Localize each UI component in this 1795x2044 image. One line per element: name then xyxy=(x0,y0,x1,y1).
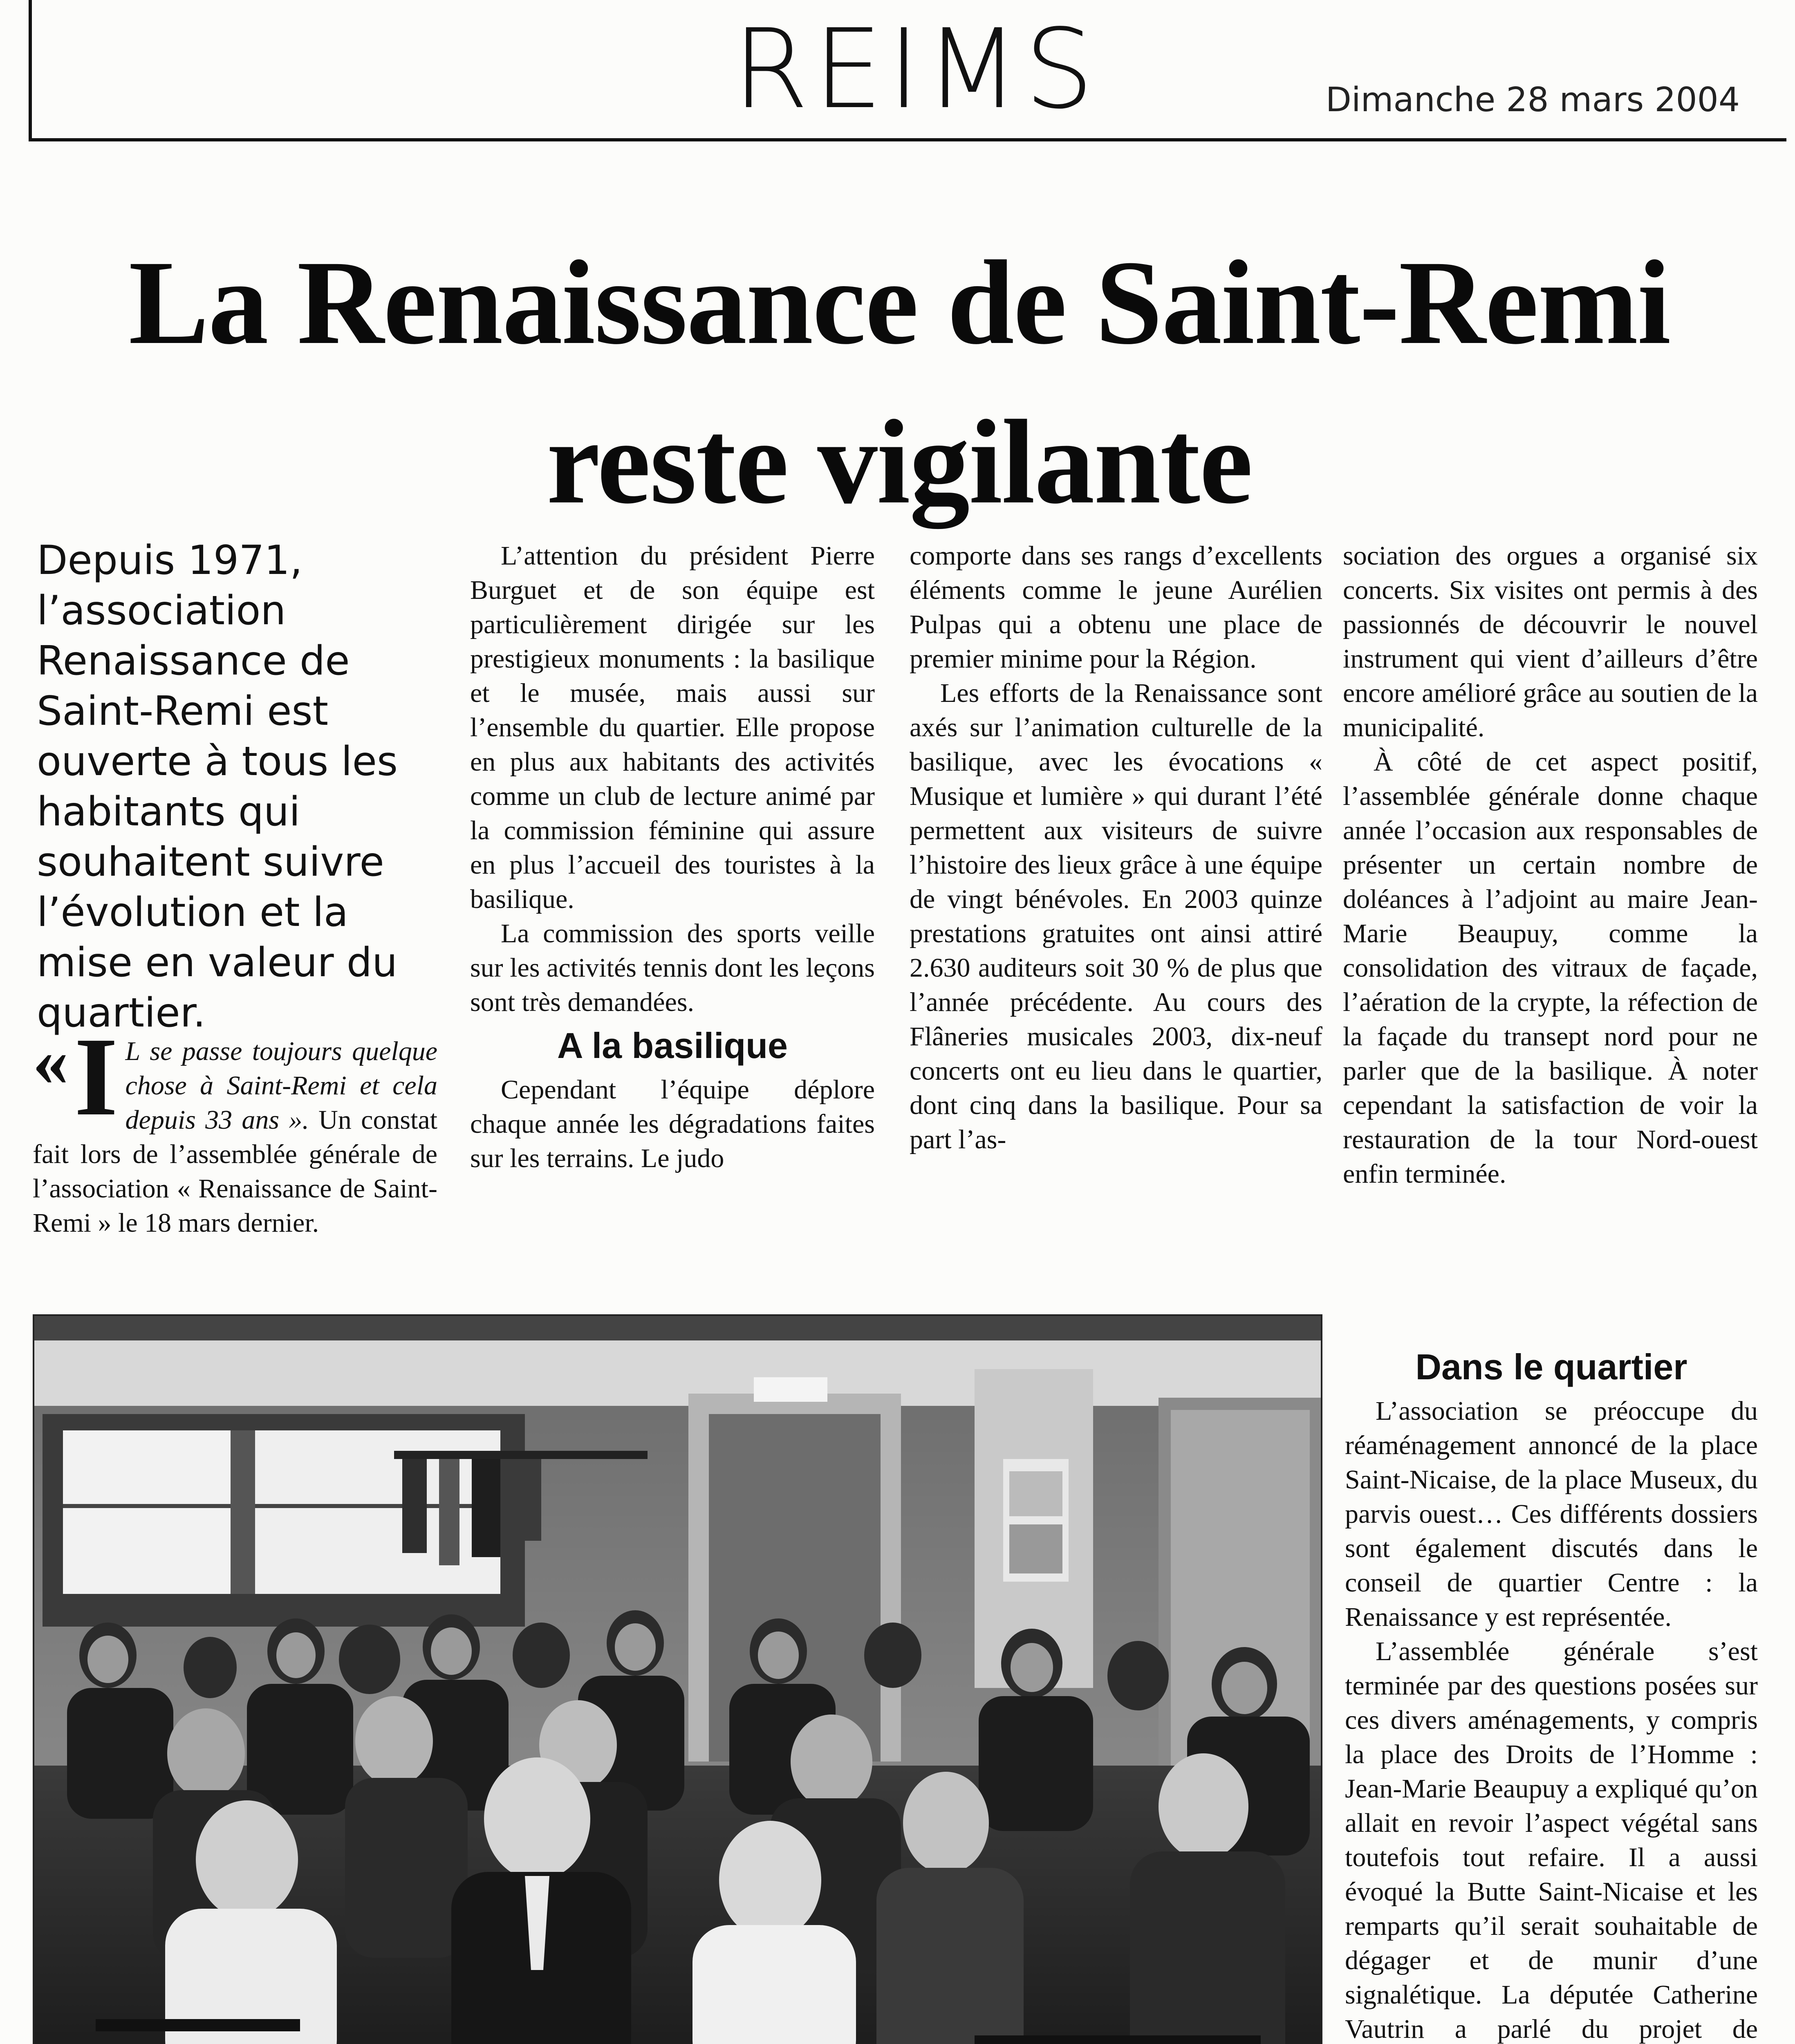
article-column-4-continued xyxy=(1345,1341,1758,2044)
audience-photo-illustration xyxy=(34,1316,1321,2044)
paragraph: À côté de cet aspect positif, l’assemblée générale donne chaque année l’occasion aux responsables de présenter un certain nombre de doléances à l’adjoint au maire Jean-Marie Beaupuy, comme la consolidation des vitraux de façade, l’aération de la crypte, la réfection de la façade du transept nord pour ne parler que de la basilique. À noter cependant la satisfaction de voir la restauration de la tour Nord-ouest enfin terminée. xyxy=(1343,747,1758,1189)
section-title: REIMS xyxy=(733,6,1099,133)
paragraph: Les efforts de la Renaissance sont axés sur l’animation culturelle de la basilique, avec les évocations « Musique et lumière » qui durant l’été permettent aux visiteurs de suivre l’histoire des lieux grâce à une équipe de vingt bénévoles. En 2003 quinze prestations gratuites ont ainsi attiré 2.630 auditeurs soit 30 % de plus que l’année précédente. Au cours des Flâneries musicales 2003, dix-neuf concerts ont eu lieu dans le quartier, dont cinq dans la basilique. Pour sa part l’as- xyxy=(910,678,1322,1154)
article-column-4 xyxy=(1343,539,1758,1191)
article-column-2 xyxy=(470,539,875,1176)
publication-date: Dimanche 28 mars 2004 xyxy=(1325,81,1740,119)
audience-photo xyxy=(33,1314,1322,2044)
subheading-quartier: Dans le quartier xyxy=(1415,1347,1687,1387)
paragraph: comporte dans ses rangs d’excellents éléments comme le jeune Aurélien Pulpas qui a obtenu une place de premier minime pour la Région. xyxy=(910,541,1322,674)
header-rule-vertical xyxy=(29,0,32,141)
paragraph: L’assemblée générale s’est terminée par des questions posées sur ces divers aménagements, y compris la place des Droits de l’Homme : Jean-Marie Beaupuy a expliqué qu’on allait en revoir l’aspect végétal sans toutefois tout refaire. Il a aussi évoqué la Butte Saint-Nicaise et les remparts qu’il serait souhaitable de dégager et de munir d’une signalétique. La députée Catherine Vautrin a parlé du projet de xyxy=(1345,1636,1758,2044)
paragraph: L’attention du président Pierre Burguet et de son équipe est particulièrement dirigée sur les prestigieux monuments : la basilique et le musée, mais aussi sur l’ensemble du quartier. Elle propose en plus aux habitants des activités comme un club de lecture animé par la commission féminine qui assure en plus l’accueil des touristes à la basilique. xyxy=(470,541,875,914)
subheading-basilique: A la basilique xyxy=(557,1025,788,1066)
header-rule-horizontal xyxy=(29,138,1786,141)
opening-quote-paragraph xyxy=(33,1015,438,1240)
quote-italic-text: L se passe toujours quelque chose à Saint-Remi et cela depuis 33 ans ». xyxy=(125,1036,437,1135)
lead-paragraph: Depuis 1971, l’association Renaissance de Saint-Remi est ouverte à tous les habitants qui souhaitent suivre l’évolution et la mise en valeur du quartier. xyxy=(37,537,398,1036)
headline-line-1: La Renaissance de Saint-Remi xyxy=(128,235,1670,369)
paragraph: L’association se préoccupe du réaménagement annoncé de la place Saint-Nicaise, de la place Museux, du parvis ouest… Ces différents dossiers sont également discutés dans le conseil de quartier Centre : la Renaissance y est représentée. xyxy=(1345,1396,1758,1632)
paragraph: sociation des orgues a organisé six concerts. Six visites ont permis à des passionnés de découvrir le nouvel instrument qui vient d’ailleurs d’être encore amélioré grâce au soutien de la municipalité. xyxy=(1343,541,1758,742)
headline xyxy=(25,223,1774,542)
headline-line-2: reste vigilante xyxy=(547,395,1252,529)
paragraph: Cependant l’équipe déplore chaque année les dégradations faites sur les terrains. Le judo xyxy=(470,1075,875,1173)
paragraph: La commission des sports veille sur les activités tennis dont les leçons sont très demandées. xyxy=(470,919,875,1017)
opening-guillemet: « xyxy=(33,1021,69,1100)
article-column-3 xyxy=(910,539,1322,1157)
drop-cap: I xyxy=(74,1015,118,1139)
quote-rest-text: Un constat fait lors de l’assemblée générale de l’association « Renaissance de Saint-Remi » le 18 mars dernier. xyxy=(33,1105,438,1238)
